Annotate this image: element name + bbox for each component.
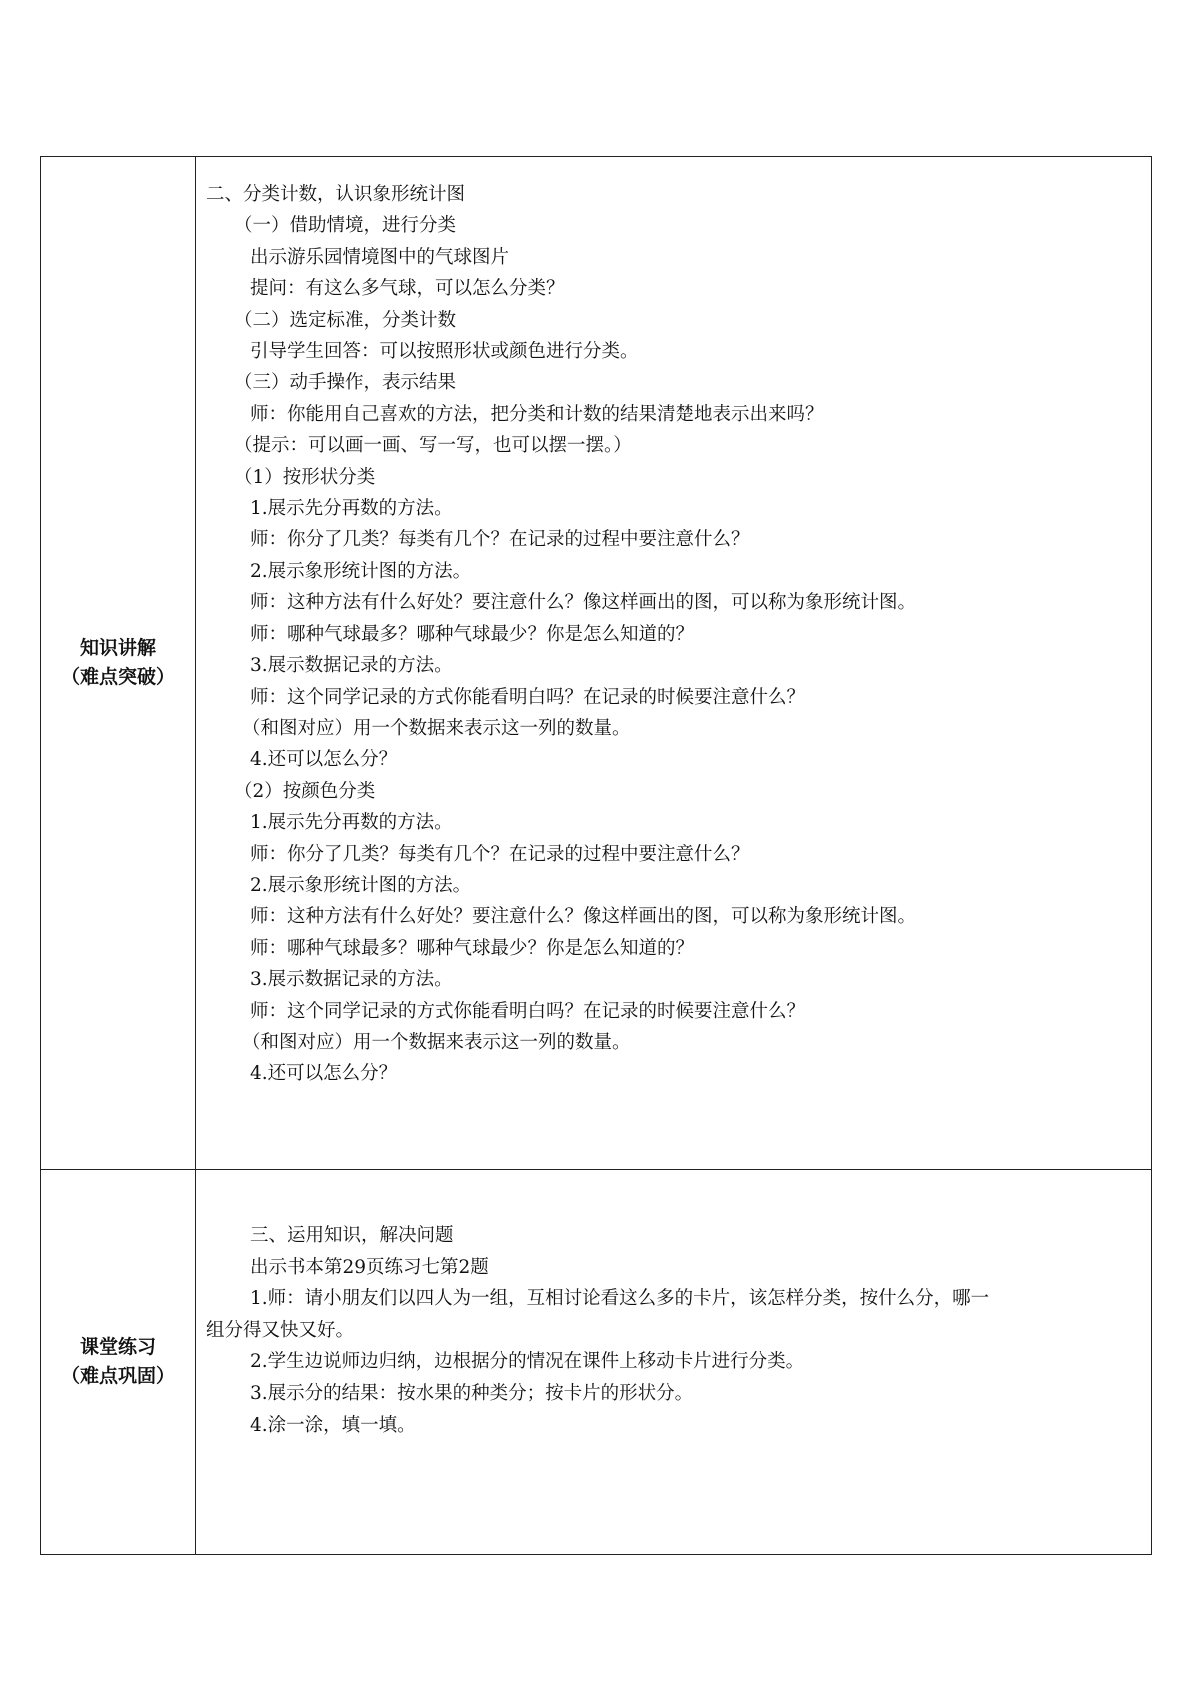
section-label: 知识讲解 [79,637,156,659]
content-line: 师：这种方法有什么好处？要注意什么？像这样画出的图，可以称为象形统计图。 [250,906,917,928]
knowledge-content-cell [196,157,1152,1170]
subsection-heading: （一）借助情境，进行分类 [234,215,457,237]
subsection-heading: （2）按颜色分类 [234,780,376,802]
content-line: 1.展示先分再数的方法。 [250,498,453,520]
content-line: 出示书本第29页练习七第2题 [250,1256,489,1278]
content-line: 师：你能用自己喜欢的方法，把分类和计数的结果清楚地表示出来吗？ [250,403,824,425]
section-sublabel: （难点突破） [60,666,175,688]
content-line: 师：哪种气球最多？哪种气球最少？你是怎么知道的？ [250,937,695,959]
section-heading: 三、运用知识，解决问题 [250,1225,454,1246]
content-line: 出示游乐园情境图中的气球图片 [250,246,510,268]
section-sublabel: （难点巩固） [60,1365,175,1387]
content-line: 3.展示分的结果：按水果的种类分；按卡片的形状分。 [250,1382,694,1404]
content-line: 2.展示象形统计图的方法。 [250,874,472,896]
section-label: 课堂练习 [79,1336,156,1358]
content-line: 师：你分了几类？每类有几个？在记录的过程中要注意什么？ [250,529,750,551]
content-line: 师：这个同学记录的方式你能看明白吗？在记录的时候要注意什么？ [250,1000,806,1022]
content-line: 师：这种方法有什么好处？要注意什么？像这样画出的图，可以称为象形统计图。 [250,592,917,614]
content-line: 组分得又快又好。 [206,1319,355,1341]
practice-content-cell [196,1170,1152,1555]
content-line: 2.学生边说师边归纳，边根据分的情况在课件上移动卡片进行分类。 [250,1351,805,1373]
content-line: 1.师：请小朋友们以四人为一组，互相讨论看这么多的卡片，该怎样分类，按什么分，哪一 [250,1288,990,1310]
content-line: 4.涂一涂，填一填。 [250,1414,416,1436]
knowledge-label-cell [41,157,196,1170]
knowledge-row [41,157,1152,1170]
content-line: 4.还可以怎么分？ [250,749,398,771]
content-line: 师：这个同学记录的方式你能看明白吗？在记录的时候要注意什么？ [250,686,806,708]
practice-row [41,1170,1152,1555]
subsection-heading: （二）选定标准，分类计数 [234,309,457,331]
content-line: 2.展示象形统计图的方法。 [250,560,472,582]
content-line: 提问：有这么多气球，可以怎么分类？ [250,278,565,300]
content-line: 师：你分了几类？每类有几个？在记录的过程中要注意什么？ [250,843,750,865]
content-line: 师：哪种气球最多？哪种气球最少？你是怎么知道的？ [250,623,695,645]
subsection-heading: （1）按形状分类 [234,466,376,488]
section-heading: 二、分类计数，认识象形统计图 [206,184,466,205]
content-line: （和图对应）用一个数据来表示这一列的数量。 [242,717,631,739]
content-line: （和图对应）用一个数据来表示这一列的数量。 [242,1031,631,1053]
content-line: 3.展示数据记录的方法。 [250,969,453,991]
content-line: 引导学生回答：可以按照形状或颜色进行分类。 [250,341,639,363]
content-line: 3.展示数据记录的方法。 [250,655,453,677]
practice-label-cell [41,1170,196,1555]
lesson-plan-table [40,156,1152,1555]
content-line: 1.展示先分再数的方法。 [250,812,453,834]
content-line: （提示：可以画一画、写一写，也可以摆一摆。） [234,435,632,457]
subsection-heading: （三）动手操作，表示结果 [234,372,457,394]
content-line: 4.还可以怎么分？ [250,1063,398,1085]
